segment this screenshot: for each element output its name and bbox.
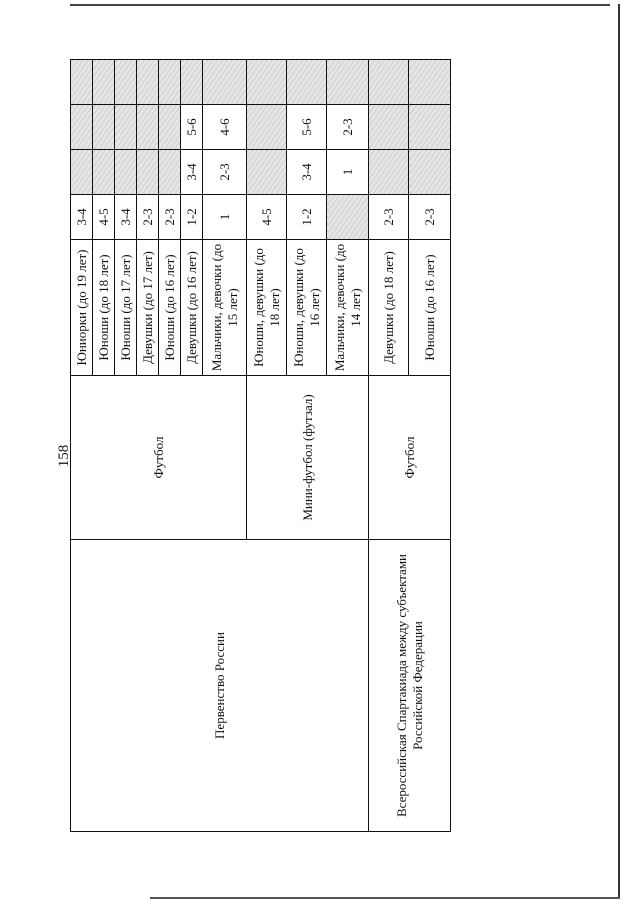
value-cell: 3-4 [181,150,203,195]
event-cell: Всероссийская Спартакиада между субъектами Российской Федерации [369,540,451,832]
value-cell [369,105,409,150]
category-cell: Мальчики, девочки (до 15 лет) [203,240,247,376]
value-cell [409,150,451,195]
value-cell: 2-3 [137,195,159,240]
shaded-cell [247,60,287,105]
value-cell: 3-4 [71,195,93,240]
value-cell: 1-2 [287,195,327,240]
page-number: 158 [56,444,72,468]
ranking-table [70,59,451,832]
shaded-cell [71,60,93,105]
value-cell [247,150,287,195]
category-cell: Юноши (до 17 лет) [115,240,137,376]
event-cell: Первенство России [71,540,369,832]
value-cell: 2-3 [159,195,181,240]
rotated-table-frame [70,60,437,832]
page-edge-right [618,4,620,897]
category-cell: Юниорки (до 19 лет) [71,240,93,376]
shaded-cell [93,60,115,105]
category-cell: Девушки (до 18 лет) [369,240,409,376]
value-cell [71,150,93,195]
value-cell: 4-5 [247,195,287,240]
category-cell: Юноши (до 16 лет) [159,240,181,376]
value-cell: 1 [327,150,369,195]
value-cell [369,150,409,195]
value-cell [115,105,137,150]
value-cell [159,105,181,150]
value-cell [93,150,115,195]
value-cell: 2-3 [369,195,409,240]
table-row [71,60,93,832]
value-cell: 3-4 [287,150,327,195]
category-cell: Юноши (до 18 лет) [93,240,115,376]
value-cell: 5-6 [287,105,327,150]
table-row [369,60,409,832]
shaded-cell [137,60,159,105]
category-cell: Девушки (до 16 лет) [181,240,203,376]
shaded-cell [203,60,247,105]
value-cell: 4-5 [93,195,115,240]
value-cell: 2-3 [203,150,247,195]
page-edge-top [70,4,610,6]
value-cell: 2-3 [327,105,369,150]
category-cell: Юноши, девушки (до 16 лет) [287,240,327,376]
value-cell: 2-3 [409,195,451,240]
shaded-cell [369,60,409,105]
category-cell: Юноши, девушки (до 18 лет) [247,240,287,376]
shaded-cell [159,60,181,105]
shaded-cell [409,60,451,105]
sport-cell: Футбол [71,376,247,540]
value-cell [93,105,115,150]
value-cell [159,150,181,195]
value-cell [71,105,93,150]
category-cell: Юноши (до 16 лет) [409,240,451,376]
shaded-cell [327,60,369,105]
value-cell: 5-6 [181,105,203,150]
value-cell: 1-2 [181,195,203,240]
value-cell: 4-6 [203,105,247,150]
shaded-cell [181,60,203,105]
page-edge-bottom [150,897,620,899]
value-cell [409,105,451,150]
shaded-cell [287,60,327,105]
category-cell: Мальчики, девочки (до 14 лет) [327,240,369,376]
shaded-cell [115,60,137,105]
sport-cell: Мини-футбол (футзал) [247,376,369,540]
value-cell: 3-4 [115,195,137,240]
value-cell [137,105,159,150]
value-cell [115,150,137,195]
value-cell: 1 [203,195,247,240]
value-cell [247,105,287,150]
sport-cell: Футбол [369,376,451,540]
table-container [70,60,437,832]
value-cell [327,195,369,240]
value-cell [137,150,159,195]
category-cell: Девушки (до 17 лет) [137,240,159,376]
